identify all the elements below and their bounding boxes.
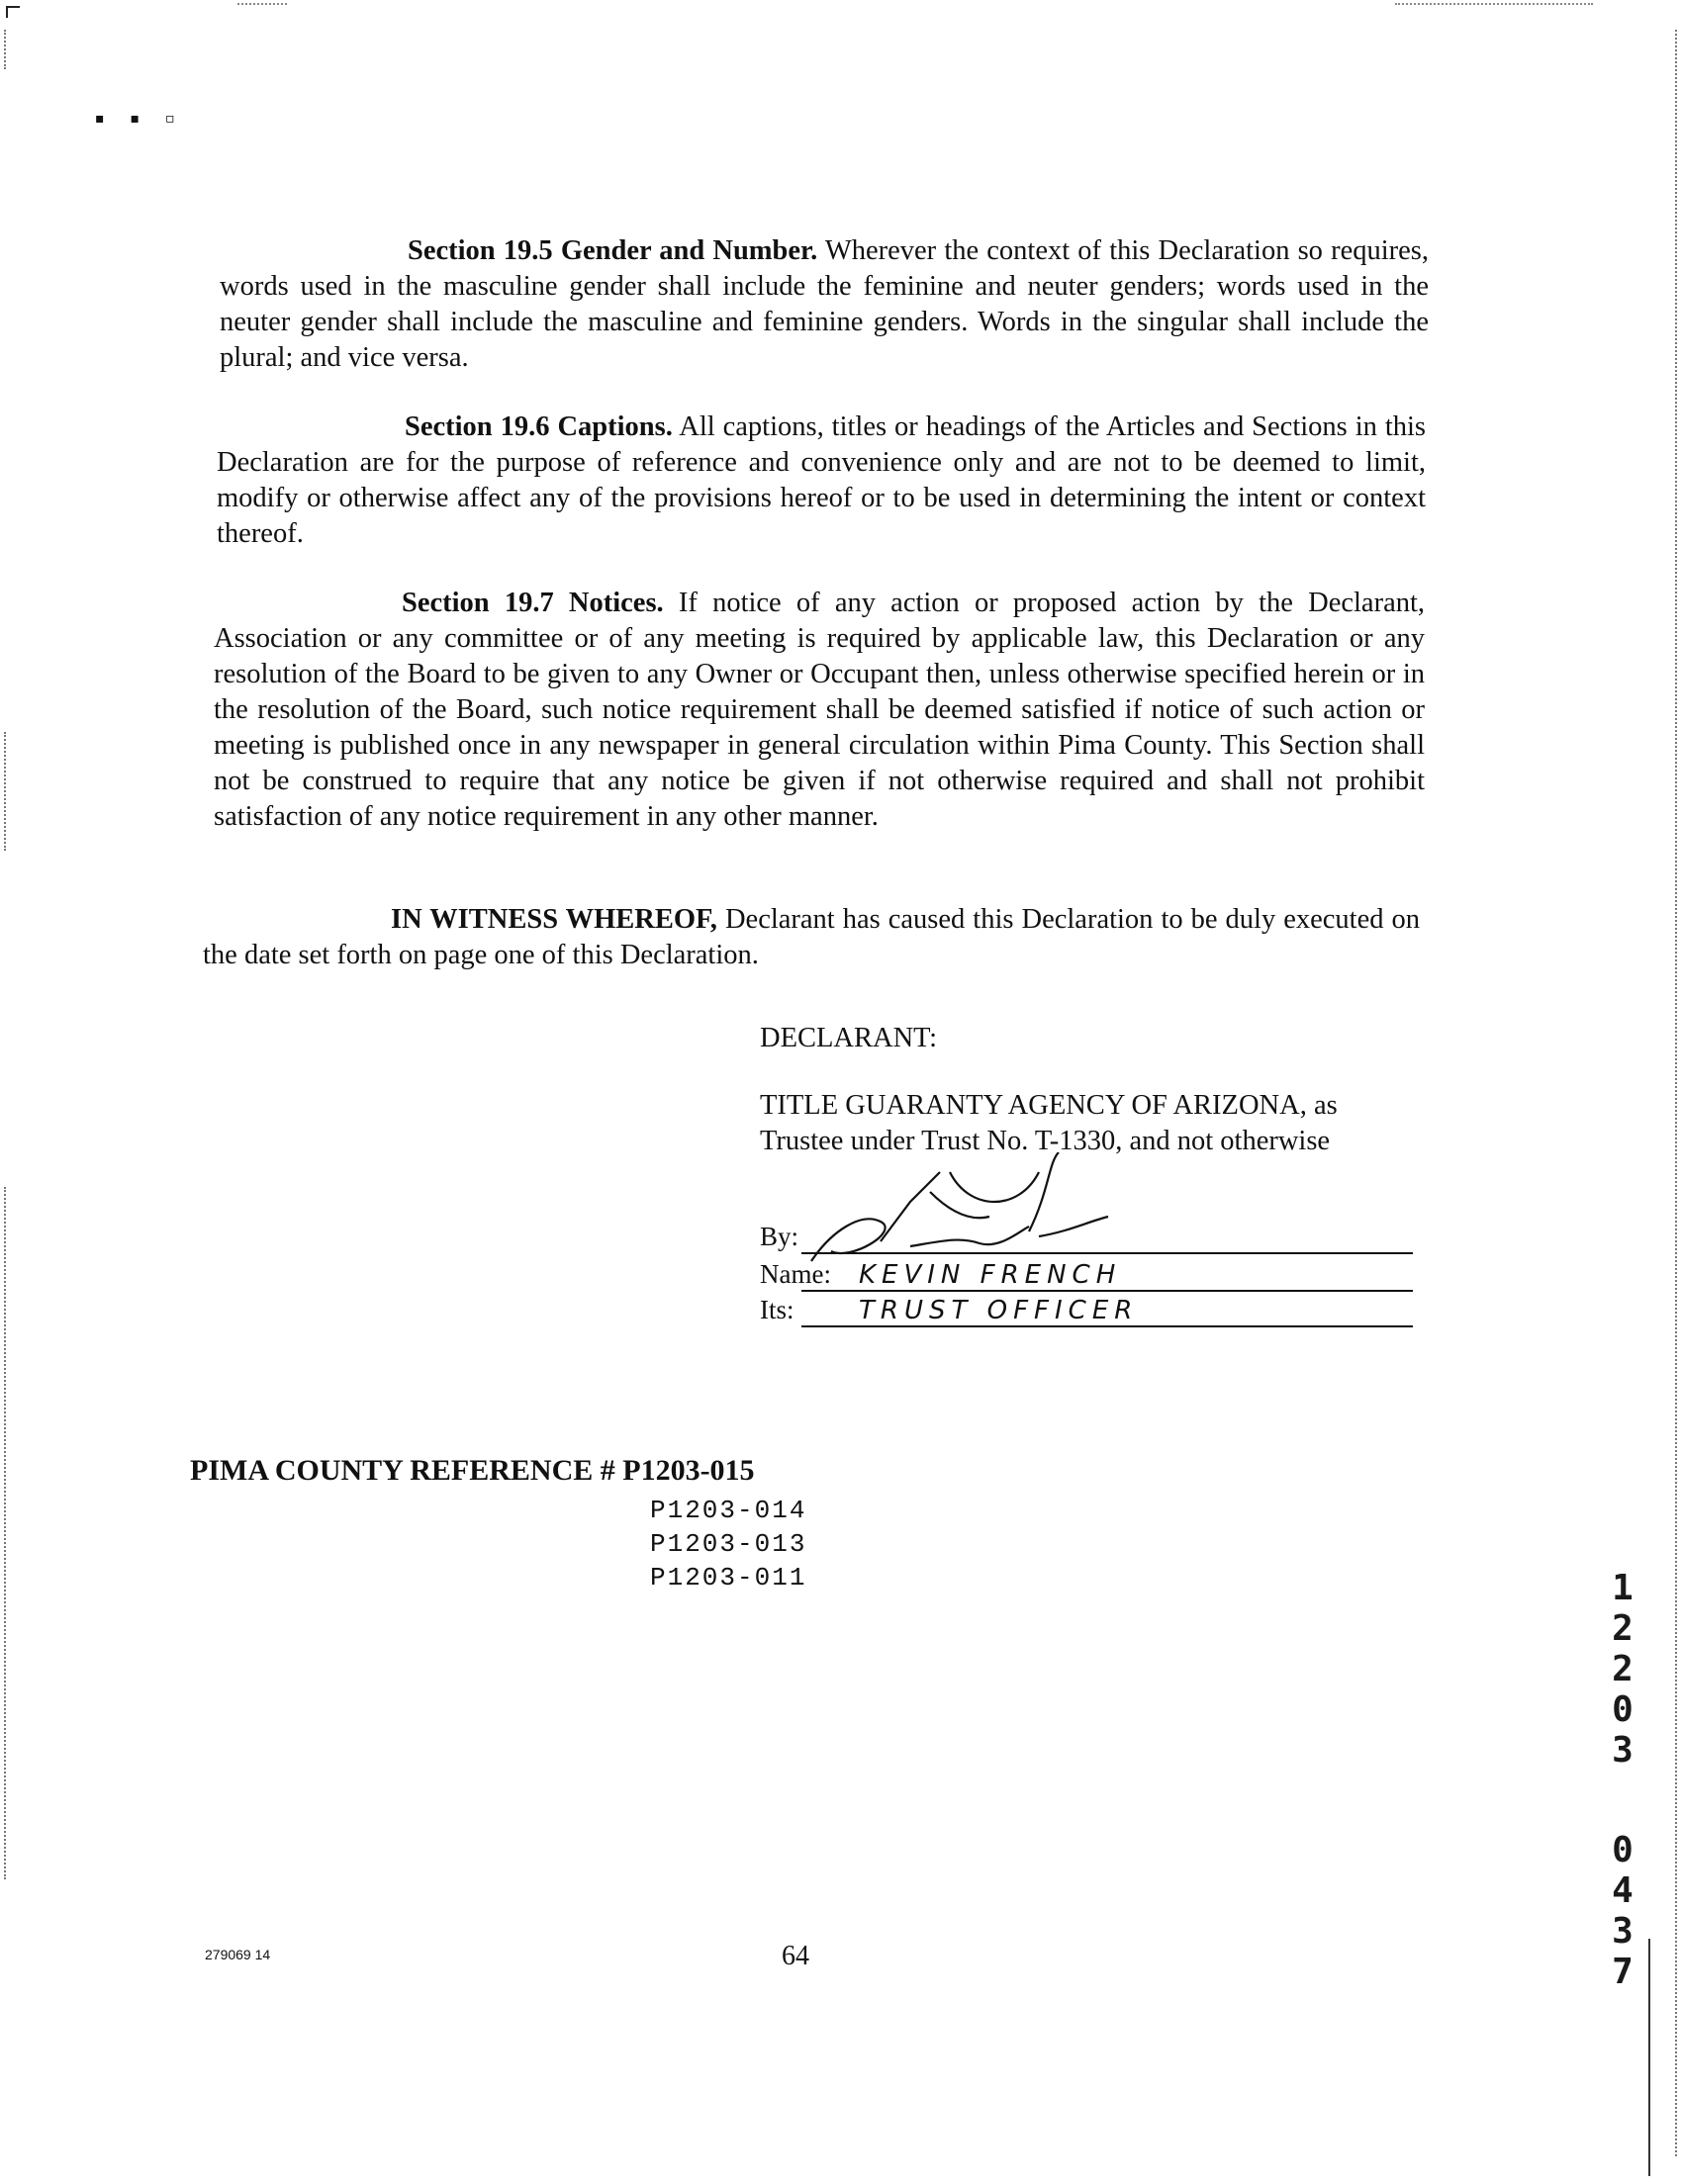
stamp-digit: 2 xyxy=(1612,1649,1634,1689)
its-value: TRUST OFFICER xyxy=(859,1296,1139,1325)
section-heading: Section 19.5 Gender and Number. xyxy=(408,235,818,266)
stamp-digit: 7 xyxy=(1612,1952,1634,1992)
declarant-label: DECLARANT: xyxy=(760,1023,938,1053)
reference-number: P1203-014 xyxy=(650,1496,807,1525)
reference-number: P1203-013 xyxy=(650,1529,807,1559)
section-19-5 xyxy=(220,233,1429,376)
stamp-digit: 1 xyxy=(1612,1568,1634,1608)
scan-right-rule xyxy=(1648,1939,1650,2176)
document-code: 279069 14 xyxy=(205,1947,271,1962)
name-label: Name: xyxy=(760,1259,831,1289)
stamp-digit: 2 xyxy=(1612,1608,1634,1649)
section-body: All captions, titles or headings of the Articles and Sections in this Declaration are for the purpose of reference and convenience only and are not to be deemed to limit, modify or otherwise affect any of the provisions hereof or to be used in determining the intent or context thereof. xyxy=(217,411,1426,549)
recording-stamp xyxy=(1603,1568,1642,1992)
section-body: Wherever the context of this Declaration so requires, words used in the masculine gender shall include the feminine and neuter genders; words used in the neuter gender shall include the masculine and feminine genders. Words in the singular shall include the plural; and vice versa. xyxy=(220,235,1429,373)
signature-title-line xyxy=(760,1288,1413,1329)
scan-left-edge xyxy=(4,1187,6,1879)
name-value: KEVIN FRENCH xyxy=(859,1260,1122,1290)
its-label: Its: xyxy=(760,1295,794,1324)
scan-specks: ▪▪▫ xyxy=(95,111,201,127)
witness-body: Declarant has caused this Declaration to be duly executed on the date set forth on page one of this Declaration. xyxy=(203,904,1421,970)
scan-left-edge xyxy=(4,732,6,851)
stamp-digit: 0 xyxy=(1612,1830,1634,1870)
section-19-7 xyxy=(214,586,1425,835)
witness-clause xyxy=(203,902,1420,973)
witness-lead: IN WITNESS WHEREOF, xyxy=(391,904,717,935)
trustee-statement xyxy=(760,1088,1338,1159)
scan-top-artifact xyxy=(237,3,287,5)
scan-left-edge xyxy=(4,30,6,69)
stamp-digit: 3 xyxy=(1612,1730,1634,1771)
section-19-6 xyxy=(217,410,1426,552)
trustee-line-1: TITLE GUARANTY AGENCY OF ARIZONA, as xyxy=(760,1090,1338,1121)
scan-corner-mark xyxy=(6,6,20,18)
page-number: 64 xyxy=(782,1941,809,1971)
stamp-digit: 4 xyxy=(1612,1870,1634,1911)
scan-right-edge xyxy=(1675,30,1677,2156)
trustee-line-2: Trustee under Trust No. T-1330, and not otherwise xyxy=(760,1126,1331,1156)
scan-top-artifact xyxy=(1395,3,1593,5)
section-heading: Section 19.6 Captions. xyxy=(405,411,673,442)
stamp-digit: 3 xyxy=(1612,1911,1634,1952)
section-heading: Section 19.7 Notices. xyxy=(402,588,664,618)
pima-county-reference: PIMA COUNTY REFERENCE # P1203-015 xyxy=(190,1454,755,1487)
signature-by-line xyxy=(760,1215,1413,1256)
reference-number: P1203-011 xyxy=(650,1563,807,1592)
stamp-digit: 0 xyxy=(1612,1689,1634,1730)
by-label: By: xyxy=(760,1222,799,1251)
section-body: If notice of any action or proposed action by the Declarant, Association or any committee or of any meeting is required by applicable law, this Declaration or any resolution of the Board to be given to any Owner or Occupant then, unless otherwise specified herein or in the resolution of the Board, such notice requirement shall be deemed satisfied if notice of such action or meeting is published once in any newspaper in general circulation within Pima County. This Section shall not be construed to require that any notice be given if not otherwise required and shall not prohibit satisfaction of any notice requirement in any other manner. xyxy=(214,588,1426,832)
